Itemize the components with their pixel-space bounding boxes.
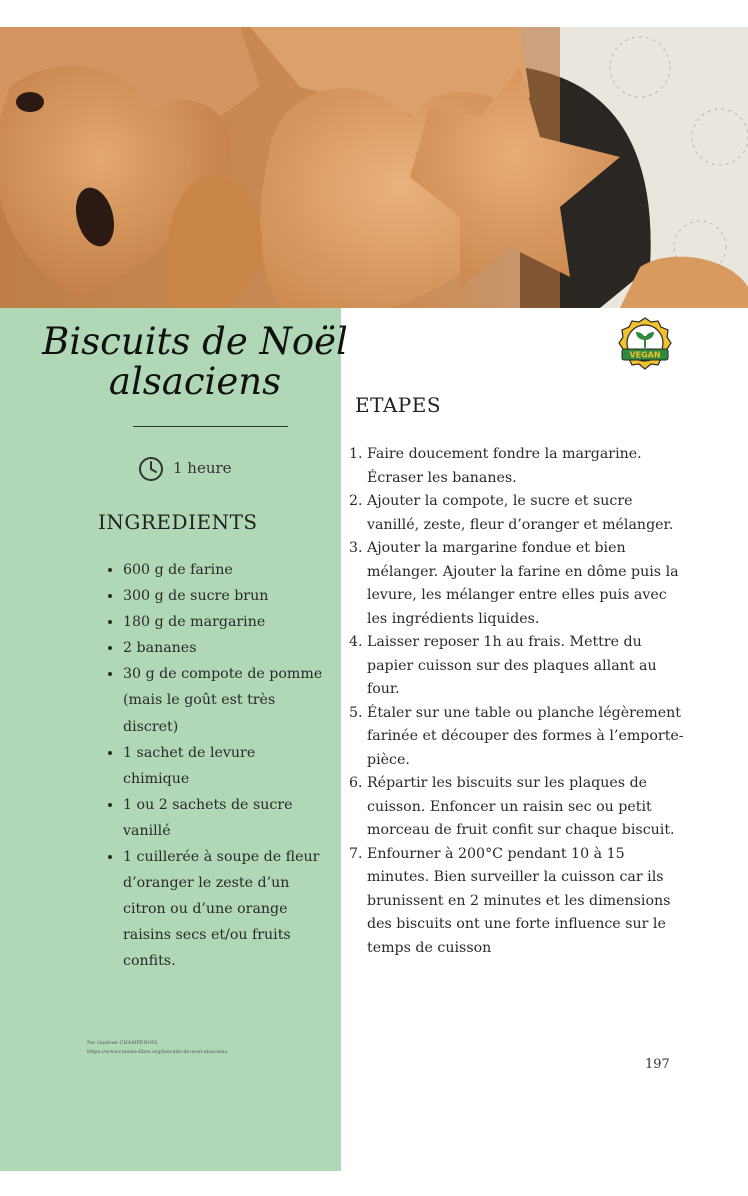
ingredients-list <box>104 557 323 975</box>
ingredient-item: • 1 cuillerée à soupe de fleur d’oranger le zeste d’un citron ou d’une orange raisins secs et/ou fruits confits. <box>123 844 323 974</box>
ingredient-item: • 300 g de sucre brun <box>123 583 323 609</box>
step-item: 7. Enfourner à 200°C pendant 10 à 15 minutes. Bien surveiller la cuisson car ils brunissent en 2 minutes et les dimensions des biscuits ont une forte influence sur le temps de cuisson <box>367 843 687 961</box>
step-item: 6. Répartir les biscuits sur les plaques de cuisson. Enfoncer un raisin sec ou petit morceau de fruit confit sur chaque biscuit. <box>367 772 687 843</box>
credit-author: Par Gaulven CHAMPENOIS, <box>87 1040 159 1046</box>
prep-time: 1 heure <box>173 459 232 477</box>
recipe-title-line2: alsaciens <box>108 360 282 403</box>
clock-icon <box>138 456 164 486</box>
recipe-title-line1: Biscuits de Noël <box>42 320 348 363</box>
ingredient-item: • 1 ou 2 sachets de sucre vanillé <box>123 792 323 844</box>
step-item: 5. Étaler sur une table ou planche légèrement farinée et découper des formes à l’emporte-pièce. <box>367 702 687 773</box>
ingredient-item: • 30 g de compote de pomme (mais le goût est très discret) <box>123 661 323 739</box>
page-number: 197 <box>645 1057 670 1072</box>
steps-list <box>345 443 687 960</box>
title-divider <box>133 426 288 427</box>
step-item: 3. Ajouter la margarine fondue et bien mélanger. Ajouter la farine en dôme puis la levure, les mélanger entre elles puis avec les ingrédients liquides. <box>367 537 687 631</box>
ingredient-item: • 180 g de margarine <box>123 609 323 635</box>
steps-heading: ETAPES <box>355 393 442 417</box>
vegan-badge-icon <box>616 316 674 376</box>
ingredient-item: • 2 bananes <box>123 635 323 661</box>
cookies-illustration <box>0 27 748 308</box>
recipe-title <box>30 322 360 402</box>
ingredients-heading: INGREDIENTS <box>98 510 258 534</box>
step-item: 4. Laisser reposer 1h au frais. Mettre du papier cuisson sur des plaques allant au four. <box>367 631 687 702</box>
ingredient-item: • 600 g de farine <box>123 557 323 583</box>
vegan-label: VEGAN <box>629 350 661 360</box>
credit-url: https://www.cuisine-libre.org/biscuits-de-noel-alsaciens <box>87 1049 228 1055</box>
step-item: 1. Faire doucement fondre la margarine. Écraser les bananes. <box>367 443 687 490</box>
cookies-photo <box>0 27 748 308</box>
ingredient-item: • 1 sachet de levure chimique <box>123 740 323 792</box>
credit <box>87 1039 227 1057</box>
step-item: 2. Ajouter la compote, le sucre et sucre vanillé, zeste, fleur d’oranger et mélanger. <box>367 490 687 537</box>
